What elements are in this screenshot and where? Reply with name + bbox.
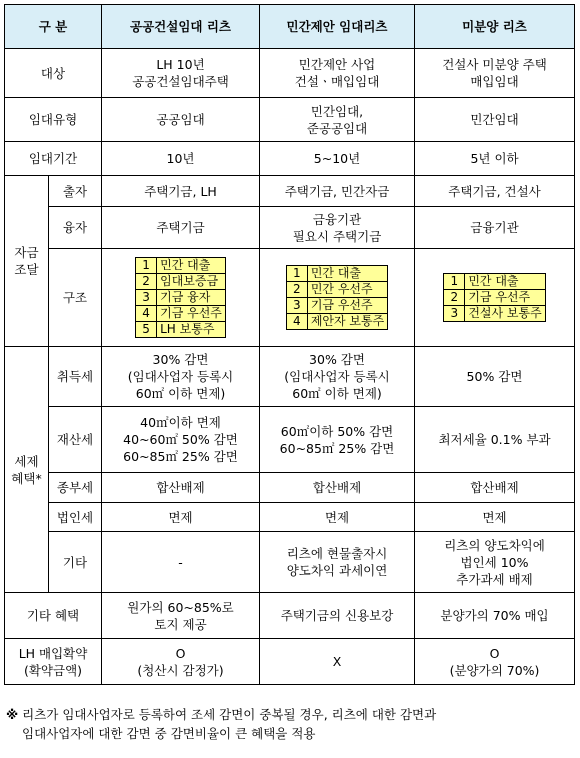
- row-lh-purchase: [5, 639, 575, 685]
- cell: 민간임대: [415, 98, 575, 142]
- cell: 면제: [102, 503, 260, 532]
- header-category: 구 분: [5, 5, 102, 49]
- cell: X: [260, 639, 415, 685]
- row-label: LH 매입확약 (확약금액): [5, 639, 102, 685]
- row-label: 출자: [49, 176, 102, 207]
- row-corporate-tax: [5, 503, 575, 532]
- cell: LH 10년 공공건설임대주택: [102, 49, 260, 98]
- row-label: 임대유형: [5, 98, 102, 142]
- row-equity: [5, 176, 575, 207]
- cell: 10년: [102, 142, 260, 176]
- row-label: 기타: [49, 532, 102, 593]
- structure-cell: [415, 249, 575, 347]
- cell: 면제: [415, 503, 575, 532]
- row-rent-type: [5, 98, 575, 142]
- cell: 60㎡이하 50% 감면 60~85㎡ 25% 감면: [260, 407, 415, 473]
- cell: 금융기관: [415, 207, 575, 249]
- cell: 30% 감면 (임대사업자 등록시 60㎡ 이하 면제): [260, 347, 415, 407]
- row-acquisition-tax: [5, 347, 575, 407]
- cell: 30% 감면 (임대사업자 등록시 60㎡ 이하 면제): [102, 347, 260, 407]
- header-private-reits: 민간제안 임대리츠: [260, 5, 415, 49]
- header-public-reits: 공공건설임대 리츠: [102, 5, 260, 49]
- row-label: 재산세: [49, 407, 102, 473]
- footnote: [6, 705, 576, 743]
- cell: 주택기금, 민간자금: [260, 176, 415, 207]
- cell: 50% 감면: [415, 347, 575, 407]
- footnote-line-1: ※ 리츠가 임대사업자로 등록하여 조세 감면이 중복될 경우, 리츠에 대한 감면과: [6, 707, 437, 722]
- row-label: 융자: [49, 207, 102, 249]
- row-comprehensive-tax: [5, 473, 575, 503]
- structure-table-private: 1 민간 대출 2 민간 우선주 3 기금 우선주 4 제안자 보통주: [286, 265, 388, 330]
- row-other-tax: [5, 532, 575, 593]
- structure-table-unsold: 1 민간 대출 2 기금 우선주 3 건설사 보통주: [443, 273, 545, 322]
- structure-cell: [102, 249, 260, 347]
- cell: 합산배제: [102, 473, 260, 503]
- cell: 최저세율 0.1% 부과: [415, 407, 575, 473]
- cell: 5~10년: [260, 142, 415, 176]
- cell: 공공임대: [102, 98, 260, 142]
- cell: 합산배제: [415, 473, 575, 503]
- cell: 원가의 60~85%로 토지 제공: [102, 593, 260, 639]
- footnote-mark: ※: [6, 707, 19, 722]
- row-other-benefit: [5, 593, 575, 639]
- cell: 민간제안 사업 건설ㆍ매입임대: [260, 49, 415, 98]
- header-row: [5, 5, 575, 49]
- row-target: [5, 49, 575, 98]
- header-unsold-reits: 미분양 리츠: [415, 5, 575, 49]
- footnote-line-2: 임대사업자에 대한 감면 중 감면비율이 큰 혜택을 적용: [22, 726, 316, 741]
- cell: 합산배제: [260, 473, 415, 503]
- row-label: 기타 혜택: [5, 593, 102, 639]
- cell: -: [102, 532, 260, 593]
- cell: 5년 이하: [415, 142, 575, 176]
- cell: 금융기관 필요시 주택기금: [260, 207, 415, 249]
- cell: O (청산시 감정가): [102, 639, 260, 685]
- row-label: 대상: [5, 49, 102, 98]
- structure-cell: [260, 249, 415, 347]
- cell: 분양가의 70% 매입: [415, 593, 575, 639]
- row-label: 법인세: [49, 503, 102, 532]
- reits-comparison-table: [4, 4, 575, 685]
- cell: 리츠의 양도차익에 법인세 10% 추가과세 배제: [415, 532, 575, 593]
- cell: 주택기금, LH: [102, 176, 260, 207]
- row-rent-period: [5, 142, 575, 176]
- cell: 주택기금, 건설사: [415, 176, 575, 207]
- cell: 면제: [260, 503, 415, 532]
- row-loan: [5, 207, 575, 249]
- cell: 건설사 미분양 주택 매입임대: [415, 49, 575, 98]
- cell: O (분양가의 70%): [415, 639, 575, 685]
- cell: 주택기금: [102, 207, 260, 249]
- cell: 주택기금의 신용보강: [260, 593, 415, 639]
- cell: 리츠에 현물출자시 양도차익 과세이연: [260, 532, 415, 593]
- row-label: 임대기간: [5, 142, 102, 176]
- funding-group-label: 자금 조달: [5, 176, 49, 347]
- structure-table-public: 1 민간 대출 2 임대보증금 3 기금 융자 4 기금 우선주 5 LH 보통주: [135, 257, 226, 338]
- cell: 민간임대, 준공공임대: [260, 98, 415, 142]
- row-label: 종부세: [49, 473, 102, 503]
- row-label: 취득세: [49, 347, 102, 407]
- row-property-tax: [5, 407, 575, 473]
- tax-group-label: 세제 혜택*: [5, 347, 49, 593]
- row-label: 구조: [49, 249, 102, 347]
- row-structure: [5, 249, 575, 347]
- cell: 40㎡이하 면제 40~60㎡ 50% 감면 60~85㎡ 25% 감면: [102, 407, 260, 473]
